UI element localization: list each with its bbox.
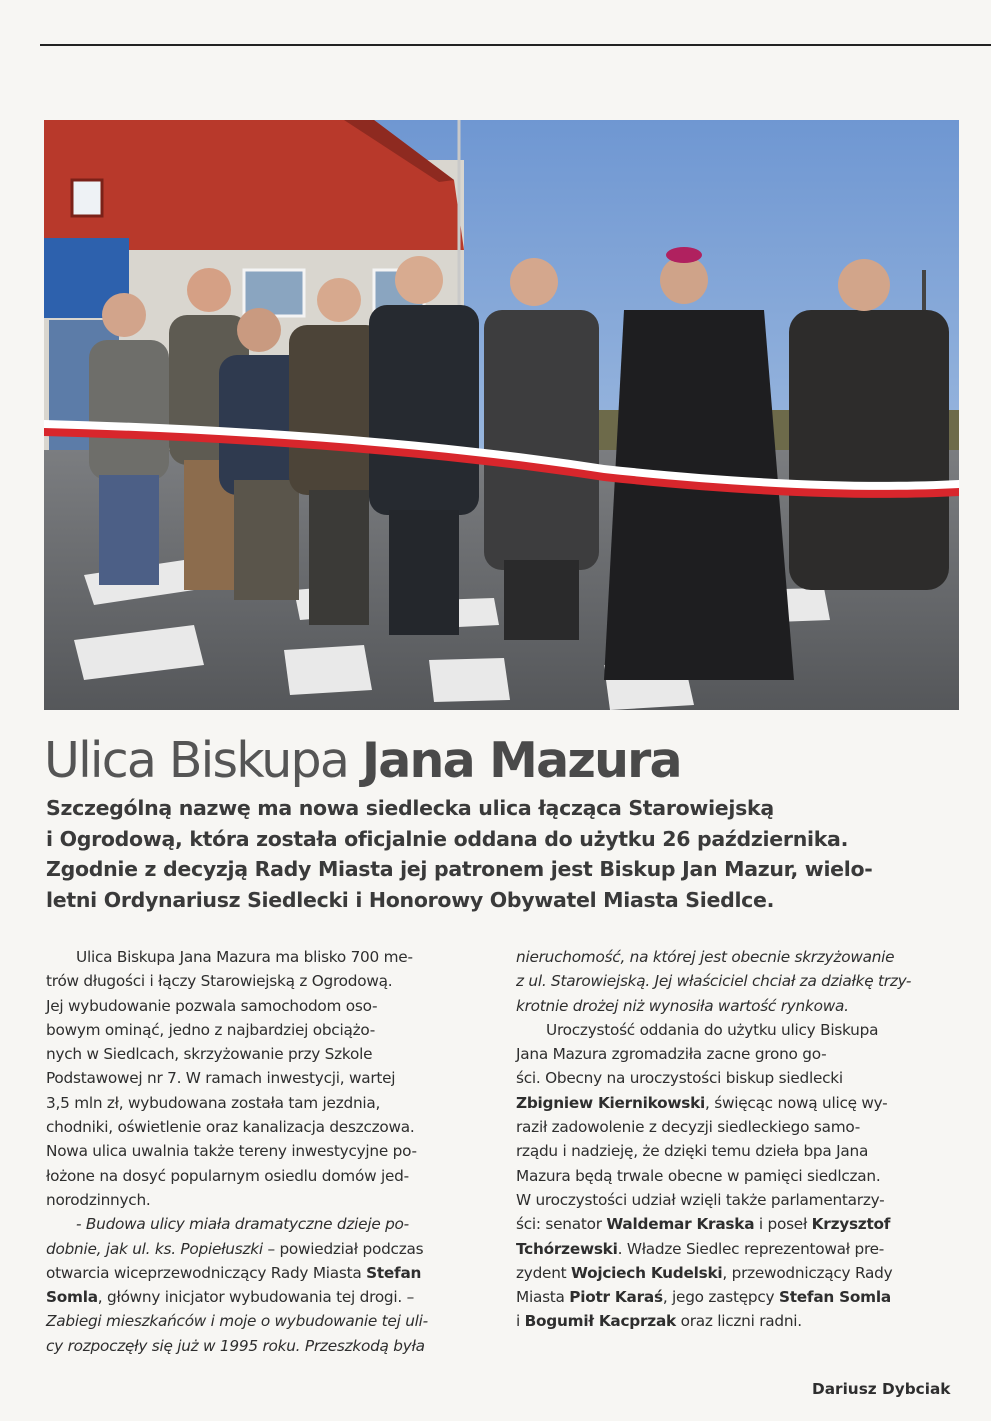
body-line	[516, 1018, 966, 1042]
bold-name: Wojciech Kudelski	[571, 1263, 723, 1282]
header-rule	[40, 44, 991, 46]
text-run: cy rozpoczęły się już w 1995 roku. Przeszkodą była	[46, 1336, 425, 1355]
body-line	[46, 969, 486, 993]
bold-name: Tchórzewski	[516, 1239, 618, 1258]
text-run: . Władze Siedlec reprezentował pre-	[617, 1239, 885, 1258]
text-run: nych w Siedlcach, skrzyżowanie przy Szkole	[46, 1045, 373, 1064]
bold-name: Krzysztof	[811, 1215, 891, 1234]
text-run: raził zadowolenie z decyzji siedleckiego samo-	[516, 1118, 861, 1137]
text-run: bowym ominąć, jedno z najbardziej obciążo-	[46, 1020, 376, 1039]
lead-line: Zgodnie z decyzją Rady Miasta jej patronem jest Biskup Jan Mazur, wielo-	[46, 857, 873, 881]
body-line	[46, 1309, 486, 1333]
text-run: otwarcia wiceprzewodniczący Rady Miasta	[46, 1263, 367, 1282]
text-run: - Budowa ulicy miała dramatyczne dzieje po-	[76, 1215, 409, 1234]
lead-line: letni Ordynariusz Siedlecki i Honorowy Obywatel Miasta Siedlce.	[46, 887, 775, 912]
bold-name: Bogumił Kacprzak	[524, 1312, 676, 1331]
text-run: Uroczystość oddania do użytku ulicy Biskupa	[546, 1020, 879, 1039]
body-line	[516, 1261, 966, 1285]
text-run: zydent	[516, 1263, 572, 1282]
text-run: i	[516, 1312, 525, 1331]
text-run: Mazura będą trwale obecne w pamięci siedlczan.	[516, 1166, 881, 1185]
body-line	[516, 1115, 966, 1139]
body-line	[46, 1285, 486, 1309]
article-title-light: Ulica Biskupa	[44, 732, 362, 789]
body-line	[46, 1164, 486, 1188]
text-run: trów długości i łączy Starowiejską z Ogrodową.	[46, 972, 393, 991]
text-run: nieruchomość, na której jest obecnie skrzyżowanie	[516, 948, 895, 966]
ceremony-photo-illustration	[44, 120, 959, 710]
body-column-left	[46, 945, 486, 1358]
window	[72, 180, 102, 216]
body-line	[46, 1115, 486, 1139]
text-run: ści. Obecny na uroczystości biskup siedlecki	[516, 1069, 843, 1088]
text-run: – powiedział podczas	[262, 1239, 424, 1258]
bold-name: Somla	[46, 1288, 98, 1307]
body-line	[46, 1334, 486, 1358]
text-run: , święcąc nową ulicę wy-	[705, 1093, 888, 1112]
body-line	[46, 1188, 486, 1212]
body-line	[46, 1212, 486, 1236]
body-line	[46, 1261, 486, 1285]
bold-name: Zbigniew Kiernikowski	[516, 1093, 706, 1112]
text-run: , jego zastępcy	[662, 1288, 779, 1307]
body-line	[46, 945, 486, 969]
body-line	[516, 1212, 966, 1236]
lead-line: i Ogrodową, która została oficjalnie oddana do użytku 26 października.	[46, 826, 849, 851]
bold-name: Stefan Somla	[778, 1288, 891, 1307]
text-run: norodzinnych.	[46, 1190, 151, 1209]
body-line	[516, 969, 966, 993]
text-run: Jana Mazura zgromadziła zacne grono go-	[516, 1045, 827, 1064]
body-line	[516, 1309, 966, 1333]
text-run: rządu i nadzieję, że dzięki temu dzieła bpa Jana	[516, 1142, 869, 1161]
text-run: krotnie drożej niż wynosiła wartość rynkowa.	[516, 996, 849, 1015]
body-line	[46, 1091, 486, 1115]
bold-name: Piotr Karaś	[569, 1288, 663, 1307]
ceremony-photo	[44, 120, 959, 710]
body-line	[516, 1188, 966, 1212]
text-run: i poseł	[754, 1215, 812, 1234]
author-byline: Dariusz Dybciak	[812, 1380, 951, 1398]
text-run: , przewodniczący Rady	[722, 1263, 893, 1282]
bold-name: Stefan	[366, 1263, 422, 1282]
body-line	[516, 1285, 966, 1309]
text-run: Ulica Biskupa Jana Mazura ma blisko 700 me-	[76, 948, 413, 966]
body-line	[516, 1066, 966, 1090]
text-run: chodniki, oświetlenie oraz kanalizacja deszczowa.	[46, 1118, 415, 1137]
lead-line: Szczególną nazwę ma nowa siedlecka ulica łącząca Starowiejską	[46, 796, 774, 820]
text-run: Podstawowej nr 7. W ramach inwestycji, wartej	[46, 1069, 396, 1088]
body-line	[46, 1018, 486, 1042]
body-line	[516, 1042, 966, 1066]
body-line	[516, 1139, 966, 1163]
text-run: Nowa ulica uwalnia także tereny inwestycyjne po-	[46, 1142, 417, 1161]
text-run: W uroczystości udział wzięli także parlamentarzy-	[516, 1190, 885, 1209]
body-line	[516, 994, 966, 1018]
text-run: łożone na dosyć popularnym osiedlu domów jed-	[46, 1166, 409, 1185]
body-line	[46, 994, 486, 1018]
body-line	[46, 1042, 486, 1066]
body-line	[516, 1091, 966, 1115]
body-column-right	[516, 945, 966, 1334]
article-title	[44, 733, 944, 789]
body-line	[46, 1066, 486, 1090]
text-run: Miasta	[516, 1288, 570, 1307]
text-run: Jej wybudowanie pozwala samochodom oso-	[46, 996, 378, 1015]
text-run: Zabiegi mieszkańców i moje o wybudowanie tej uli-	[46, 1312, 428, 1331]
text-run: z ul. Starowiejską. Jej właściciel chciał za działkę trzy-	[516, 972, 912, 991]
text-run: , główny inicjator wybudowania tej drogi. –	[97, 1288, 415, 1307]
text-run: 3,5 mln zł, wybudowana została tam jezdnia,	[46, 1093, 381, 1112]
body-line	[516, 1237, 966, 1261]
article-lead	[46, 793, 976, 915]
bold-name: Waldemar Kraska	[606, 1215, 755, 1234]
text-run: dobnie, jak ul. ks. Popiełuszki	[46, 1239, 263, 1258]
body-line	[516, 945, 966, 969]
body-line	[46, 1237, 486, 1261]
text-run: oraz liczni radni.	[675, 1312, 802, 1331]
body-line	[46, 1139, 486, 1163]
article-title-bold: Jana Mazura	[361, 732, 681, 789]
text-run: ści: senator	[516, 1215, 607, 1234]
body-line	[516, 1164, 966, 1188]
